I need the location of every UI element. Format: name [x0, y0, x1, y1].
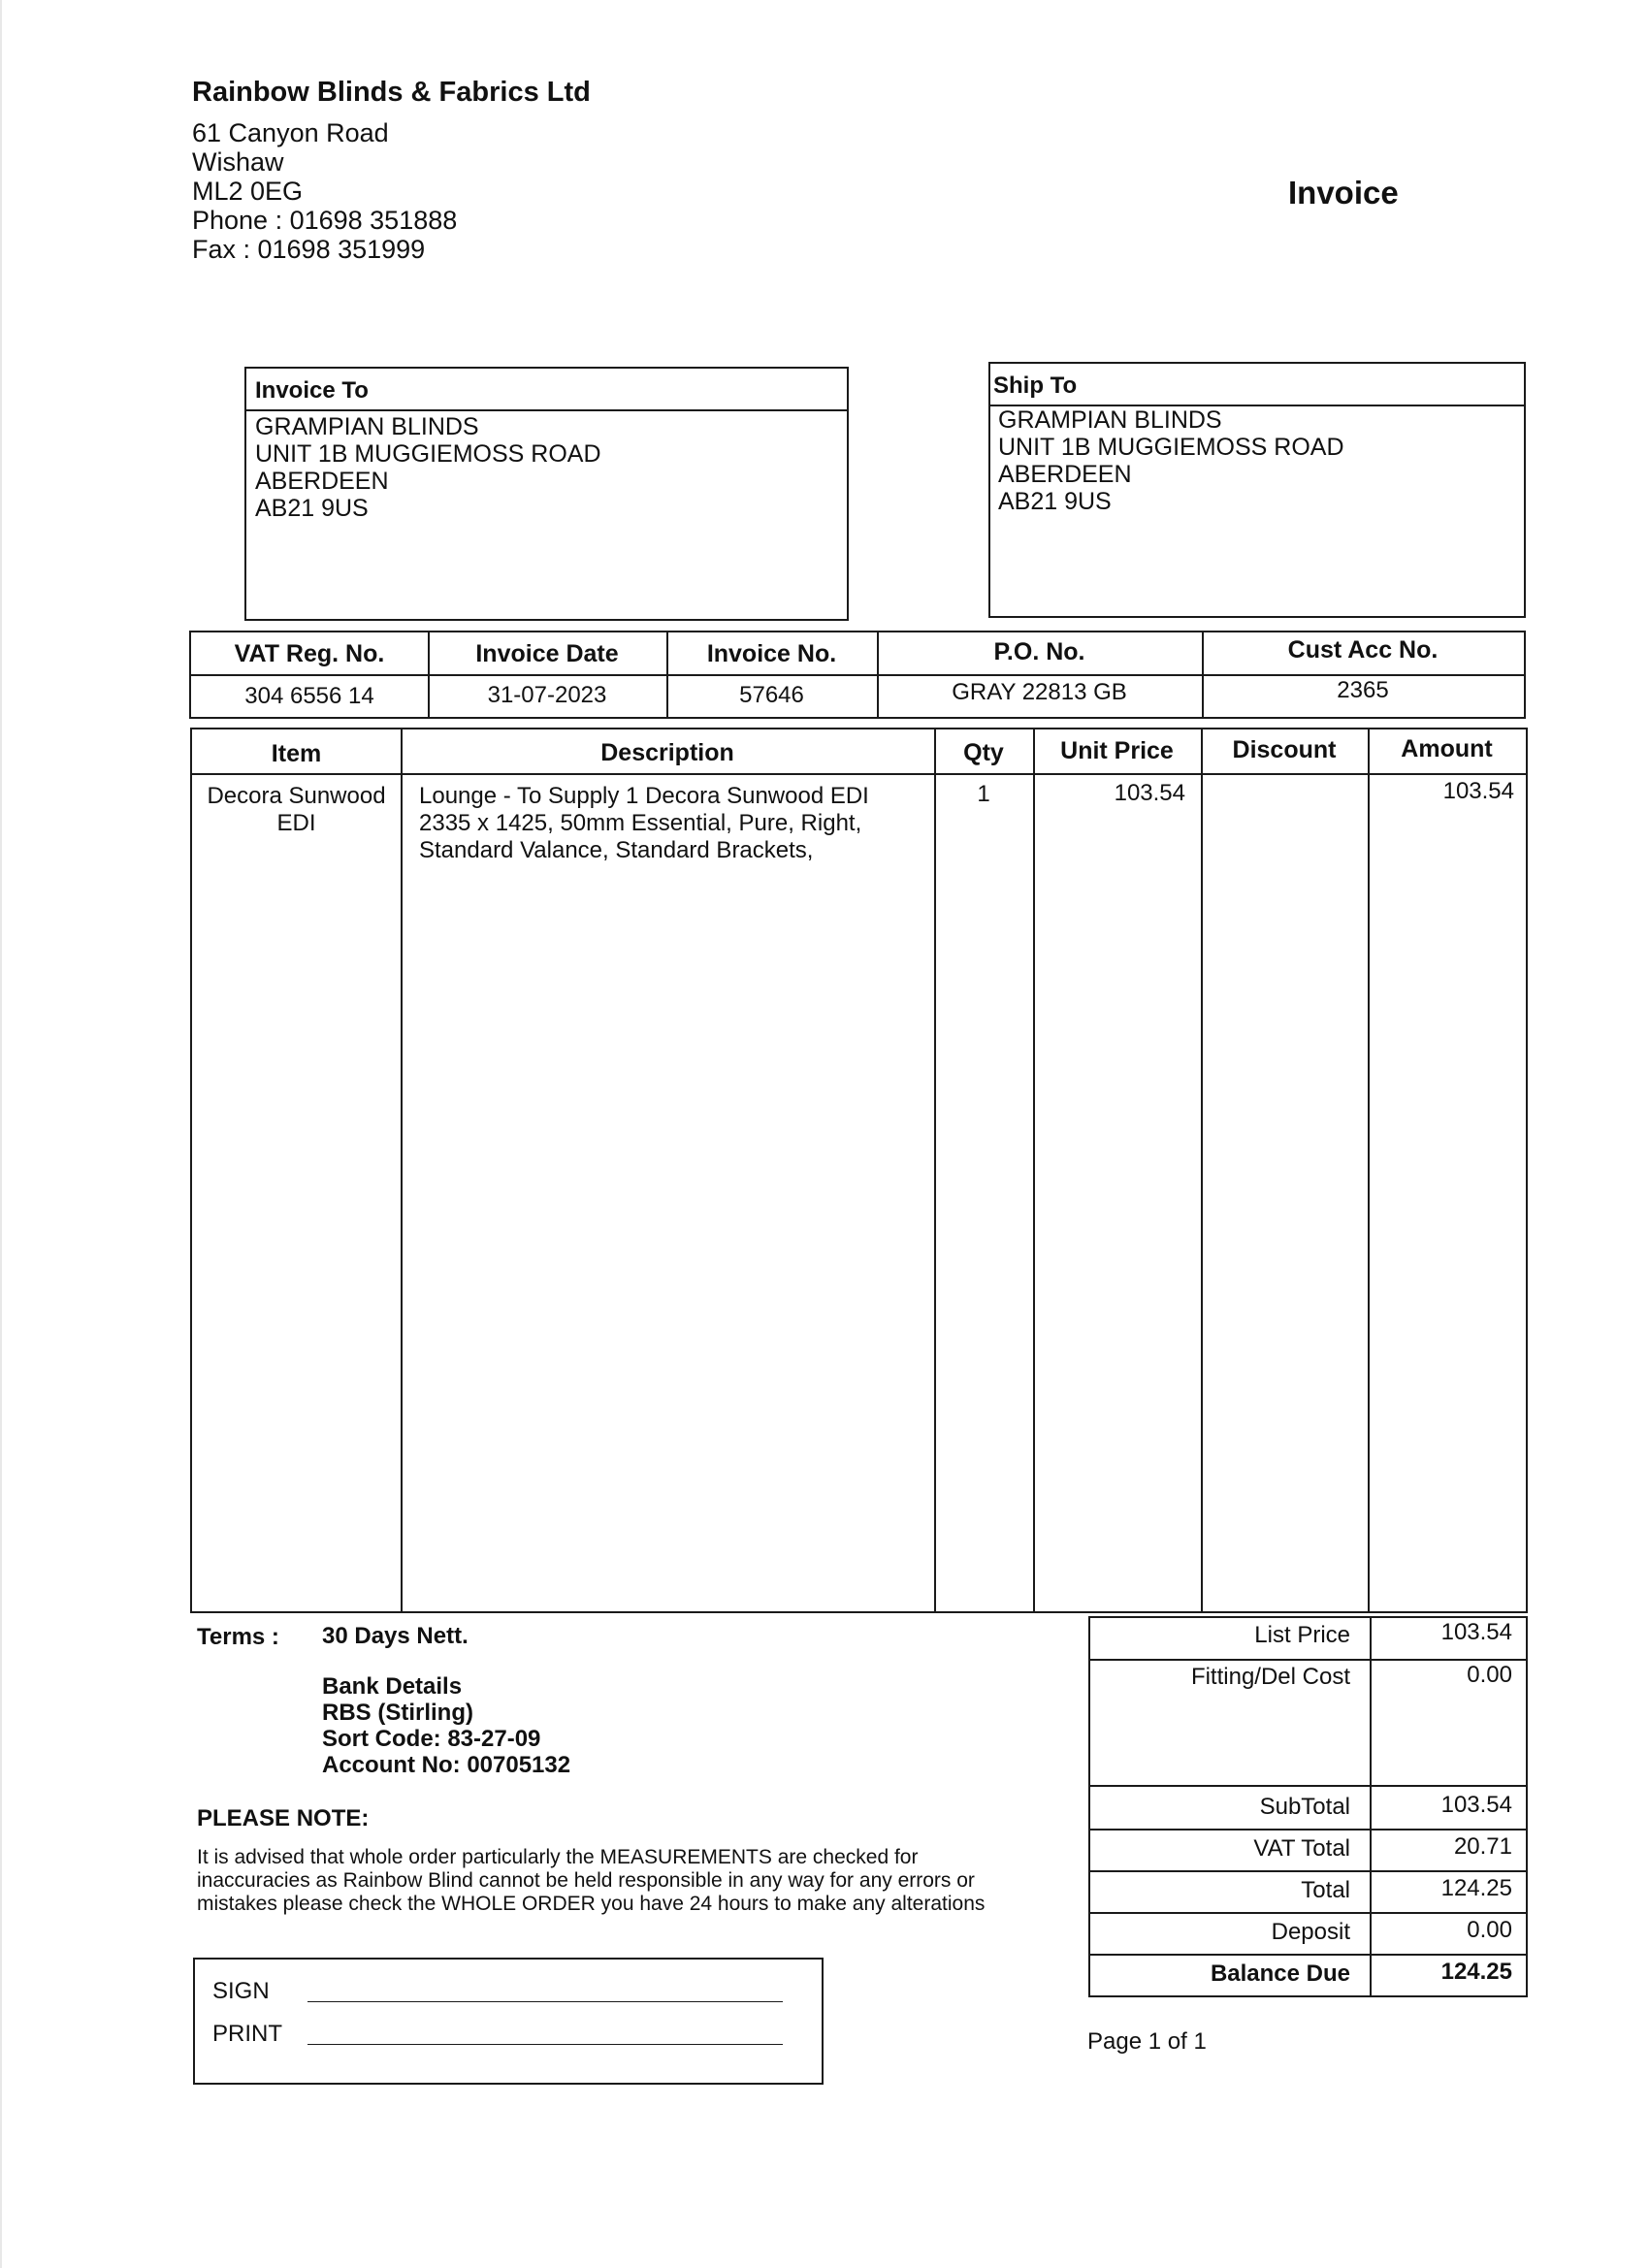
- ship-to-label: Ship To: [993, 373, 1078, 399]
- document-title: Invoice: [1288, 175, 1399, 211]
- totals-label-balance-due: Balance Due: [1210, 1960, 1350, 1987]
- print-label: PRINT: [212, 2021, 282, 2047]
- sign-line[interactable]: [307, 2001, 783, 2002]
- company-address-line-1: 61 Canyon Road: [192, 118, 389, 147]
- terms-value: 30 Days Nett.: [322, 1623, 469, 1649]
- totals-value-list-price: 103.54: [1440, 1619, 1512, 1645]
- totals-value-vat: 20.71: [1453, 1833, 1512, 1860]
- ship-to-line-1: GRAMPIAN BLINDS: [998, 406, 1222, 434]
- page-label: Page: [1087, 2028, 1143, 2055]
- header-invoice-date: Invoice Date: [475, 640, 619, 667]
- invoice-to-label: Invoice To: [255, 377, 369, 404]
- print-line[interactable]: [307, 2044, 783, 2045]
- header-invoice-no: Invoice No.: [706, 640, 837, 667]
- totals-label-subtotal: SubTotal: [1259, 1794, 1350, 1820]
- ship-to-box: [988, 362, 1526, 618]
- header-amount: Amount: [1401, 735, 1493, 762]
- items-table: [190, 728, 1528, 1613]
- header-vat-reg: VAT Reg. No.: [234, 640, 385, 667]
- totals-table: [1088, 1616, 1528, 1997]
- ship-to-line-4: AB21 9US: [998, 488, 1112, 515]
- value-invoice-date: 31-07-2023: [487, 682, 607, 708]
- bank-details-heading: Bank Details: [322, 1673, 463, 1700]
- row-1-item-line-1: Decora Sunwood: [207, 783, 386, 809]
- invoice-to-line-2: UNIT 1B MUGGIEMOSS ROAD: [255, 440, 601, 468]
- bank-account-no: Account No: 00705132: [322, 1752, 571, 1778]
- invoice-to-box: [244, 367, 849, 621]
- totals-value-subtotal: 103.54: [1440, 1792, 1512, 1818]
- header-po-no: P.O. No.: [993, 638, 1085, 665]
- header-description: Description: [600, 739, 734, 766]
- row-1-item-line-2: EDI: [276, 810, 316, 836]
- totals-label-fitting: Fitting/Del Cost: [1190, 1664, 1350, 1690]
- page-of-label: of: [1167, 2028, 1187, 2055]
- signature-box: [193, 1958, 824, 2085]
- company-address-line-3: ML2 0EG: [192, 177, 304, 206]
- totals-label-list-price: List Price: [1254, 1622, 1350, 1648]
- row-1-description-line-1: Lounge - To Supply 1 Decora Sunwood EDI: [419, 783, 869, 809]
- header-cust-acc-no: Cust Acc No.: [1287, 636, 1439, 664]
- row-1-unit-price: 103.54: [1114, 780, 1185, 806]
- header-discount: Discount: [1232, 736, 1337, 763]
- value-vat-reg: 304 6556 14: [244, 683, 374, 709]
- row-1-qty: 1: [977, 781, 990, 807]
- totals-value-fitting: 0.00: [1467, 1662, 1512, 1688]
- totals-value-deposit: 0.00: [1467, 1917, 1512, 1943]
- value-invoice-no: 57646: [739, 682, 804, 708]
- totals-value-balance-due: 124.25: [1440, 1959, 1512, 1985]
- company-name: Rainbow Blinds & Fabrics Ltd: [192, 77, 591, 108]
- company-phone: Phone : 01698 351888: [192, 206, 458, 235]
- row-1-amount: 103.54: [1442, 778, 1514, 804]
- bank-name: RBS (Stirling): [322, 1700, 473, 1726]
- ship-to-line-2: UNIT 1B MUGGIEMOSS ROAD: [998, 434, 1344, 461]
- totals-label-total: Total: [1301, 1877, 1350, 1903]
- company-fax: Fax : 01698 351999: [192, 235, 426, 264]
- totals-value-total: 124.25: [1440, 1875, 1512, 1901]
- note-line-2: inaccuracies as Rainbow Blind cannot be held responsible in any way for any errors or: [197, 1869, 975, 1892]
- page-current: 1: [1148, 2028, 1162, 2055]
- totals-label-vat: VAT Total: [1253, 1835, 1350, 1862]
- page-total: 1: [1193, 2028, 1207, 2055]
- row-1-description-line-3: Standard Valance, Standard Brackets,: [419, 837, 814, 863]
- bank-sort-code: Sort Code: 83-27-09: [322, 1726, 541, 1752]
- please-note-title: PLEASE NOTE:: [197, 1805, 370, 1831]
- invoice-to-line-3: ABERDEEN: [255, 468, 389, 495]
- totals-label-deposit: Deposit: [1271, 1919, 1350, 1945]
- note-line-3: mistakes please check the WHOLE ORDER you have 24 hours to make any alterations: [197, 1893, 986, 1915]
- row-1-description-line-2: 2335 x 1425, 50mm Essential, Pure, Right,: [419, 810, 862, 836]
- value-po-no: GRAY 22813 GB: [952, 679, 1127, 705]
- company-address-line-2: Wishaw: [192, 147, 284, 177]
- invoice-to-line-4: AB21 9US: [255, 495, 369, 522]
- header-unit-price: Unit Price: [1060, 737, 1174, 764]
- ship-to-line-3: ABERDEEN: [998, 461, 1132, 488]
- header-item: Item: [271, 740, 322, 767]
- scan-edge: [0, 0, 2, 2268]
- note-line-1: It is advised that whole order particularly the MEASUREMENTS are checked for: [197, 1846, 919, 1868]
- page-indicator: [1087, 2027, 1207, 2057]
- sign-label: SIGN: [212, 1978, 270, 2004]
- header-qty: Qty: [963, 739, 1004, 766]
- value-cust-acc-no: 2365: [1337, 677, 1389, 703]
- reference-table: [189, 631, 1526, 719]
- invoice-to-line-1: GRAMPIAN BLINDS: [255, 413, 479, 440]
- terms-label: Terms :: [197, 1624, 279, 1650]
